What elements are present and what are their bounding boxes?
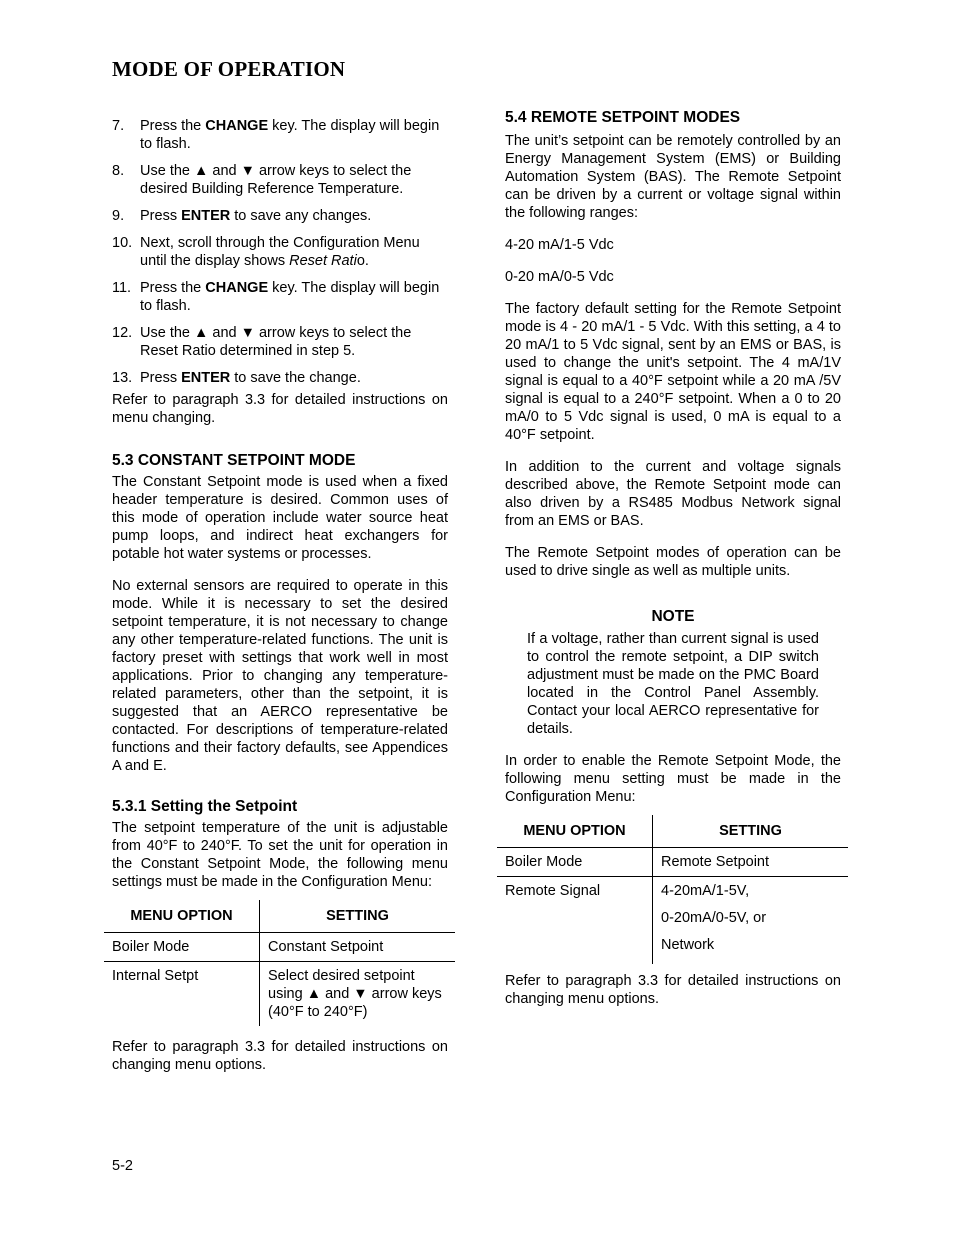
table-cell: Boiler Mode — [497, 848, 653, 877]
menu-settings-table — [497, 815, 848, 964]
step-text: Press ENTER to save the change. — [140, 370, 361, 386]
paragraph: In order to enable the Remote Setpoint Mode, the following menu setting must be made in the Configuration Menu: — [505, 753, 841, 805]
step-number: 11. — [112, 280, 132, 296]
step-text: Next, scroll through the Configuration Menu until the display shows Reset Ratio. — [140, 235, 420, 269]
paragraph: The setpoint temperature of the unit is adjustable from 40°F to 240°F. To set the unit for operation in the Constant Setpoint Mode, the following menu settings must be made in the Configuration Menu: — [112, 820, 448, 890]
step-number: 13. — [112, 370, 133, 386]
table-header: SETTING — [653, 815, 849, 848]
table-cell: Boiler Mode — [104, 933, 260, 962]
table-cell: Internal Setpt — [104, 962, 260, 1027]
step-text: Press ENTER to save any changes. — [140, 208, 372, 224]
refer-paragraph: Refer to paragraph 3.3 for detailed instructions on changing menu options. — [112, 1039, 448, 1073]
table-header: MENU OPTION — [497, 815, 653, 848]
step-number: 10. — [112, 235, 133, 251]
right-column — [505, 108, 841, 1008]
left-column — [112, 117, 448, 1074]
table-row — [497, 848, 848, 877]
table-header: MENU OPTION — [104, 900, 260, 933]
page-number: 5-2 — [112, 1158, 133, 1174]
paragraph: In addition to the current and voltage signals described above, the Remote Setpoint mode can also driven by a RS485 Modbus Network signal from an EMS or BAS. — [505, 459, 841, 529]
list-item — [112, 207, 448, 225]
range-item: 0-20 mA/0-5 Vdc — [505, 269, 614, 285]
table-row — [104, 933, 455, 962]
table-header: SETTING — [260, 900, 456, 933]
step-number: 7. — [112, 118, 125, 134]
paragraph: The Remote Setpoint modes of operation can be used to drive single as well as multiple units. — [505, 545, 841, 579]
page-title: MODE OF OPERATION — [112, 57, 346, 81]
step-text: Press the CHANGE key. The display will begin to flash. — [140, 118, 440, 152]
table-cell: Constant Setpoint — [260, 933, 456, 962]
paragraph: The Constant Setpoint mode is used when a fixed header temperature is desired. Common uses of this mode of operation include water source heat pump loops, and indirect heat exchangers for potable hot water systems or processes. — [112, 474, 448, 562]
refer-paragraph: Refer to paragraph 3.3 for detailed instructions on changing menu options. — [505, 973, 841, 1007]
table-row — [104, 962, 455, 1027]
paragraph: No external sensors are required to operate in this mode. While it is necessary to set the desired setpoint temperature, it is not necessary to change any other temperature-related functions. The unit is factory preset with settings that work well in most applications. Prior to changing any temperature-related parameters, other than the setpoint, it is suggested that an AERCO representative be contacted. For descriptions of temperature-related functions and their factory defaults, see Appendices A and E. — [112, 578, 448, 774]
range-item: 4-20 mA/1-5 Vdc — [505, 237, 614, 253]
section-heading-5-3: 5.3 CONSTANT SETPOINT MODE — [112, 452, 356, 469]
note-body: If a voltage, rather than current signal is used to control the remote setpoint, a DIP switch adjustment must be made on the PMC Board located in the Control Panel Assembly. Contact your local AERCO representative for details. — [527, 631, 819, 737]
table-cell — [653, 877, 849, 965]
step-text: Use the ▲ and ▼ arrow keys to select the Reset Ratio determined in step 5. — [140, 325, 412, 359]
setting-option: 0-20mA/0-5V, or — [661, 910, 767, 926]
step-number: 12. — [112, 325, 133, 341]
step-text: Press the CHANGE key. The display will begin to flash. — [140, 280, 440, 314]
menu-settings-table — [104, 900, 455, 1026]
setting-option: 4-20mA/1-5V, — [661, 883, 750, 899]
list-item — [112, 324, 448, 360]
list-item — [112, 369, 448, 387]
setting-option: Network — [661, 937, 715, 953]
table-cell: Remote Signal — [497, 877, 653, 965]
steps-list — [112, 117, 448, 387]
list-item — [112, 234, 448, 270]
section-heading-5-3-1: 5.3.1 Setting the Setpoint — [112, 798, 298, 815]
list-item — [112, 117, 448, 153]
paragraph: The unit’s setpoint can be remotely controlled by an Energy Management System (EMS) or Building Automation System (BAS). The Remote Setpoint can be driven by a current or voltage signal within the following ranges: — [505, 133, 841, 221]
list-item — [112, 162, 448, 198]
section-heading-5-4: 5.4 REMOTE SETPOINT MODES — [505, 109, 741, 126]
table-cell: Select desired setpoint using ▲ and ▼ arrow keys (40°F to 240°F) — [268, 968, 442, 1020]
step-text: Use the ▲ and ▼ arrow keys to select the desired Building Reference Temperature. — [140, 163, 412, 197]
paragraph: The factory default setting for the Remote Setpoint mode is 4 - 20 mA/1 - 5 Vdc. With this setting, a 4 to 20 mA/1 to 5 Vdc signal, sent by an EMS or BAS, is used to change the unit's setpoint. The 4 mA/1V signal is equal to a 40°F setpoint while a 20 mA /5V signal is equal to a 240°F setpoint. When a 0 to 20 mA/0 to 5 Vdc signal is used, 0 mA is equal to a 40°F setpoint. — [505, 301, 841, 443]
table-row — [497, 877, 848, 965]
table-cell: Remote Setpoint — [653, 848, 849, 877]
step-number: 9. — [112, 208, 125, 224]
refer-paragraph: Refer to paragraph 3.3 for detailed instructions on menu changing. — [112, 392, 448, 426]
step-number: 8. — [112, 163, 125, 179]
list-item — [112, 279, 448, 315]
note-heading: NOTE — [651, 608, 695, 625]
